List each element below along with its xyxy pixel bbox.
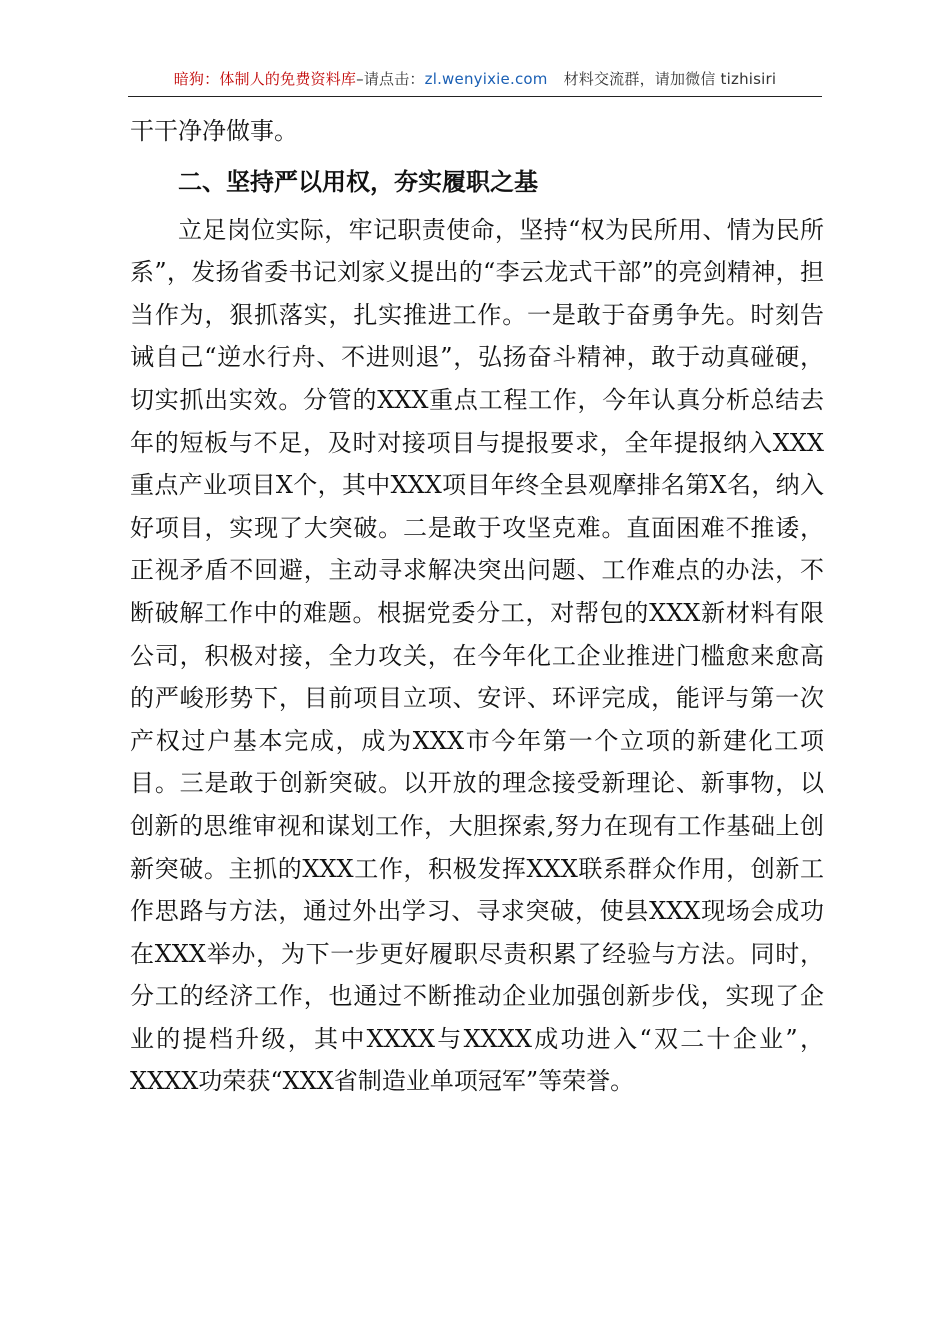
- lead-point-3: 三是敢于创新突破。: [179, 769, 403, 798]
- header-link[interactable]: zl.wenyixie.com: [424, 70, 548, 88]
- lead-point-1: 一是敢于奋勇争先。: [527, 300, 751, 329]
- document-body: [130, 110, 824, 1103]
- continuation-line: 干干净净做事。: [130, 117, 298, 145]
- lead-point-2: 二是敢于攻坚克难。: [402, 513, 627, 542]
- header-brand: 暗狗：体制人的免费资料库: [173, 70, 357, 88]
- point-3-text: 以开放的理念接受新理论、新事物，以创新的思维审视和谋划工作，大胆探索,努力在现有工作基础上创新突破。主抓的XXX工作，积极发挥XXX联系群众作用，创新工作思路与方法，通过外出学习、寻求突破，使县XXX现场会成功在XXX举办，为下一步更好履职尽责积累了经验与方法。同时，分工的经济工作，也通过不断推动企业加强创新步伐，实现了企业的提档升级，其中XXXX与XXXX成功进入“双二十企业”，XXXX功荣获“XXX省制造业单项冠军”等荣誉。: [130, 769, 825, 1096]
- section-heading: 二、坚持严以用权，夯实履职之基: [178, 167, 538, 196]
- point-2-text: 直面困难不推诿，正视矛盾不回避，主动寻求解决突出问题、工作难点的办法，不断破解工作中的难题。根据党委分工，对帮包的XXX新材料有限公司，积极对接，全力攻关，在今年化工企业推进门槛愈来愈高的严峻形势下，目前项目立项、安评、环评完成，能评与第一次产权过户基本完成，成为XXX市今年第一个立项的新建化工项目。: [130, 513, 825, 798]
- header-prompt: –请点击：: [356, 70, 425, 88]
- body-paragraph: [130, 209, 824, 1103]
- paragraph-intro: 立足岗位实际，牢记职责使命，坚持“权为民所用、情为民所系”，发扬省委书记刘家义提出的“李云龙式干部”的亮剑精神，担当作为，狠抓落实，扎实推进工作。: [130, 215, 824, 329]
- point-1-text: 时刻告诫自己“逆水行舟、不进则退”，弘扬奋斗精神，敢于动真碰硬，切实抓出实效。分管的XXX重点工程工作，今年认真分析总结去年的短板与不足，及时对接项目与提报要求，全年提报纳入XXX重点产业项目X个，其中XXX项目年终全县观摩排名第X名，纳入好项目，实现了大突破。: [130, 300, 825, 542]
- header-group-note: 材料交流群，请加微信 tizhisiri: [563, 70, 777, 88]
- page-header: [128, 62, 822, 97]
